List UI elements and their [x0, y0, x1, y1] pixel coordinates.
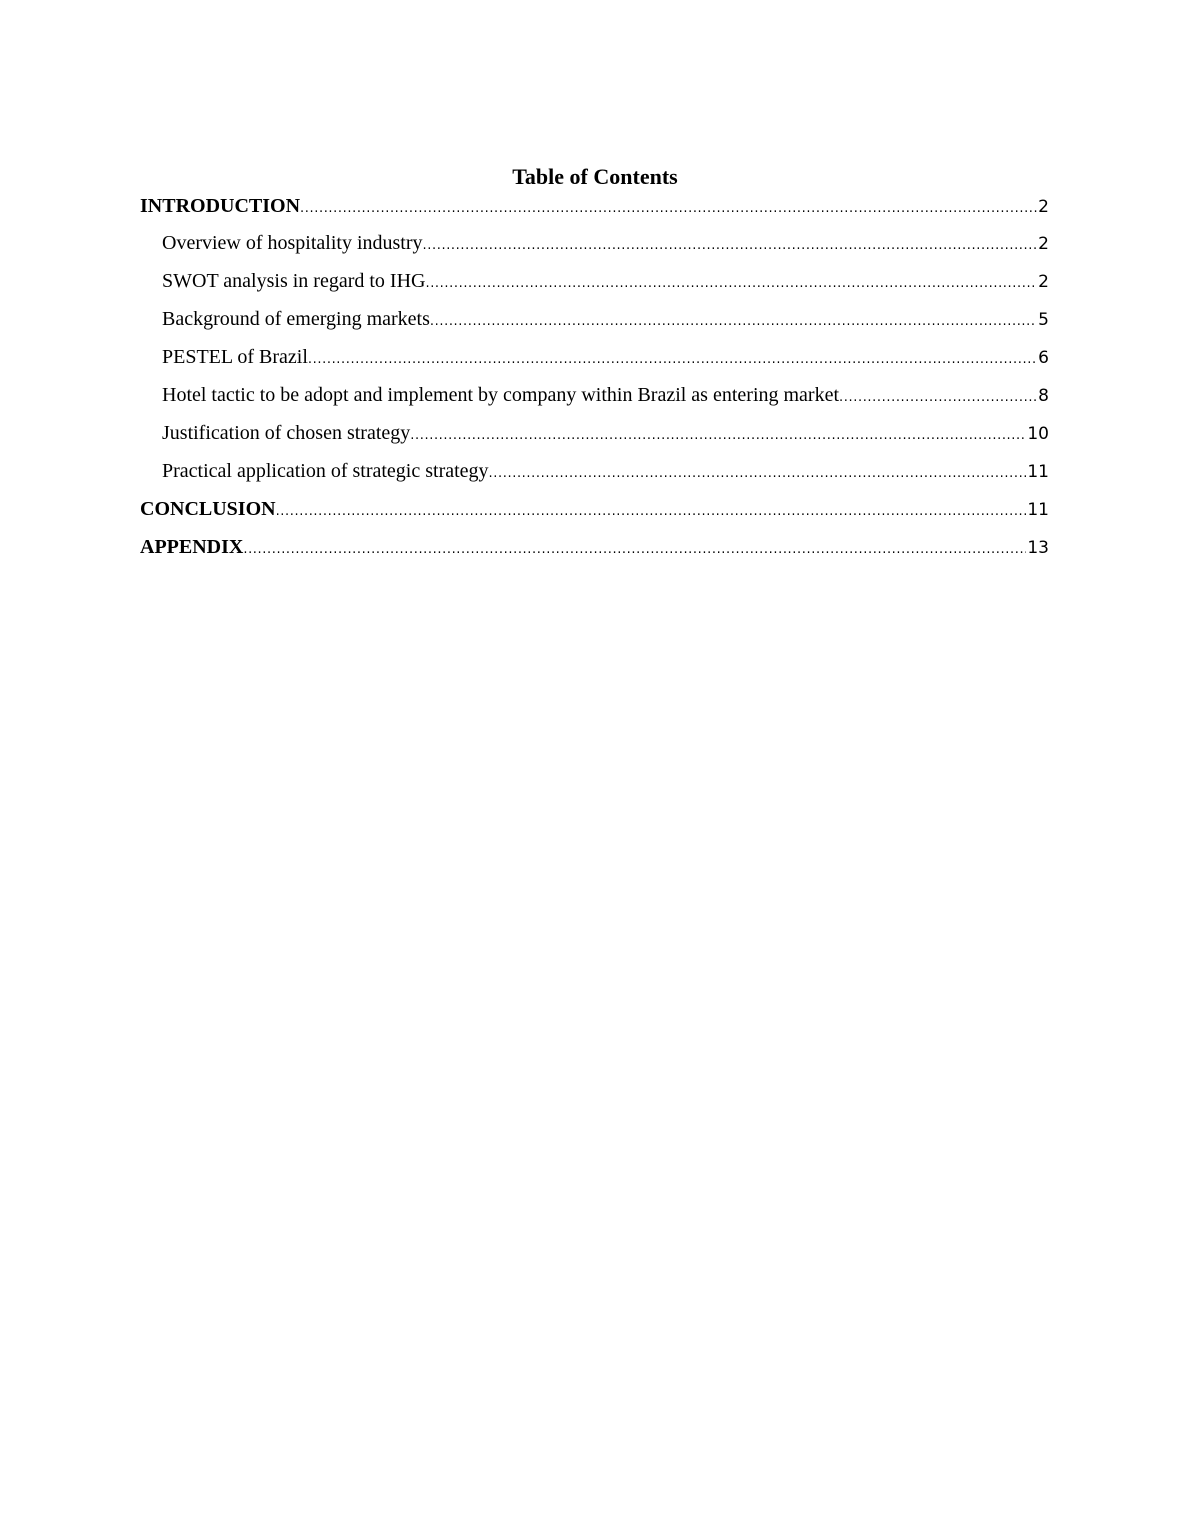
toc-entry-pestel-brazil[interactable]: [140, 344, 1049, 382]
toc-page-number: 5: [1038, 310, 1049, 330]
toc-dot-leader: [243, 537, 1026, 563]
toc-entry-label: Background of emerging markets: [162, 308, 430, 330]
toc-entry-appendix[interactable]: [140, 534, 1049, 572]
toc-entry-practical-application[interactable]: [140, 458, 1049, 496]
toc-dot-leader: [308, 347, 1037, 373]
toc-entry-swot-analysis[interactable]: [140, 268, 1049, 306]
toc-entry-label: Hotel tactic to be adopt and implement by company within Brazil as entering market: [162, 384, 840, 406]
toc-entry-label: SWOT analysis in regard to IHG: [162, 270, 426, 292]
toc-page-number: 6: [1038, 348, 1049, 368]
toc-entry-label: INTRODUCTION: [140, 195, 301, 217]
toc-page-number: 2: [1038, 272, 1049, 292]
toc-dot-leader: [423, 233, 1038, 259]
toc-page-number: 13: [1027, 538, 1049, 558]
toc-dot-leader: [276, 499, 1027, 525]
toc-dot-leader: [300, 196, 1037, 222]
toc-page-number: 11: [1027, 500, 1049, 520]
toc-dot-leader: [430, 309, 1037, 335]
toc-entry-label: PESTEL of Brazil: [162, 346, 308, 368]
toc-dot-leader: [410, 423, 1026, 449]
toc-dot-leader: [839, 385, 1037, 411]
toc-page-number: 2: [1038, 234, 1049, 254]
toc-entry-label: Justification of chosen strategy: [162, 422, 411, 444]
toc-page-number: 2: [1038, 197, 1049, 217]
toc-page-number: 8: [1038, 386, 1049, 406]
toc-title: Table of Contents: [512, 164, 678, 189]
toc-entry-emerging-markets[interactable]: [140, 306, 1049, 344]
toc-entry-hotel-tactic[interactable]: [140, 382, 1049, 420]
toc-entry-introduction[interactable]: [140, 193, 1049, 230]
toc-entry-conclusion[interactable]: [140, 496, 1049, 534]
table-of-contents: [140, 193, 1049, 572]
toc-entry-label: Practical application of strategic strategy: [162, 460, 489, 482]
toc-page-number: 11: [1027, 462, 1049, 482]
toc-entry-overview-hospitality[interactable]: [140, 230, 1049, 268]
toc-dot-leader: [489, 461, 1027, 487]
toc-entry-label: CONCLUSION: [140, 498, 276, 520]
toc-entry-label: APPENDIX: [140, 536, 244, 558]
toc-dot-leader: [425, 271, 1037, 297]
toc-page-number: 10: [1027, 424, 1049, 444]
toc-entry-label: Overview of hospitality industry: [162, 232, 423, 254]
toc-entry-justification[interactable]: [140, 420, 1049, 458]
